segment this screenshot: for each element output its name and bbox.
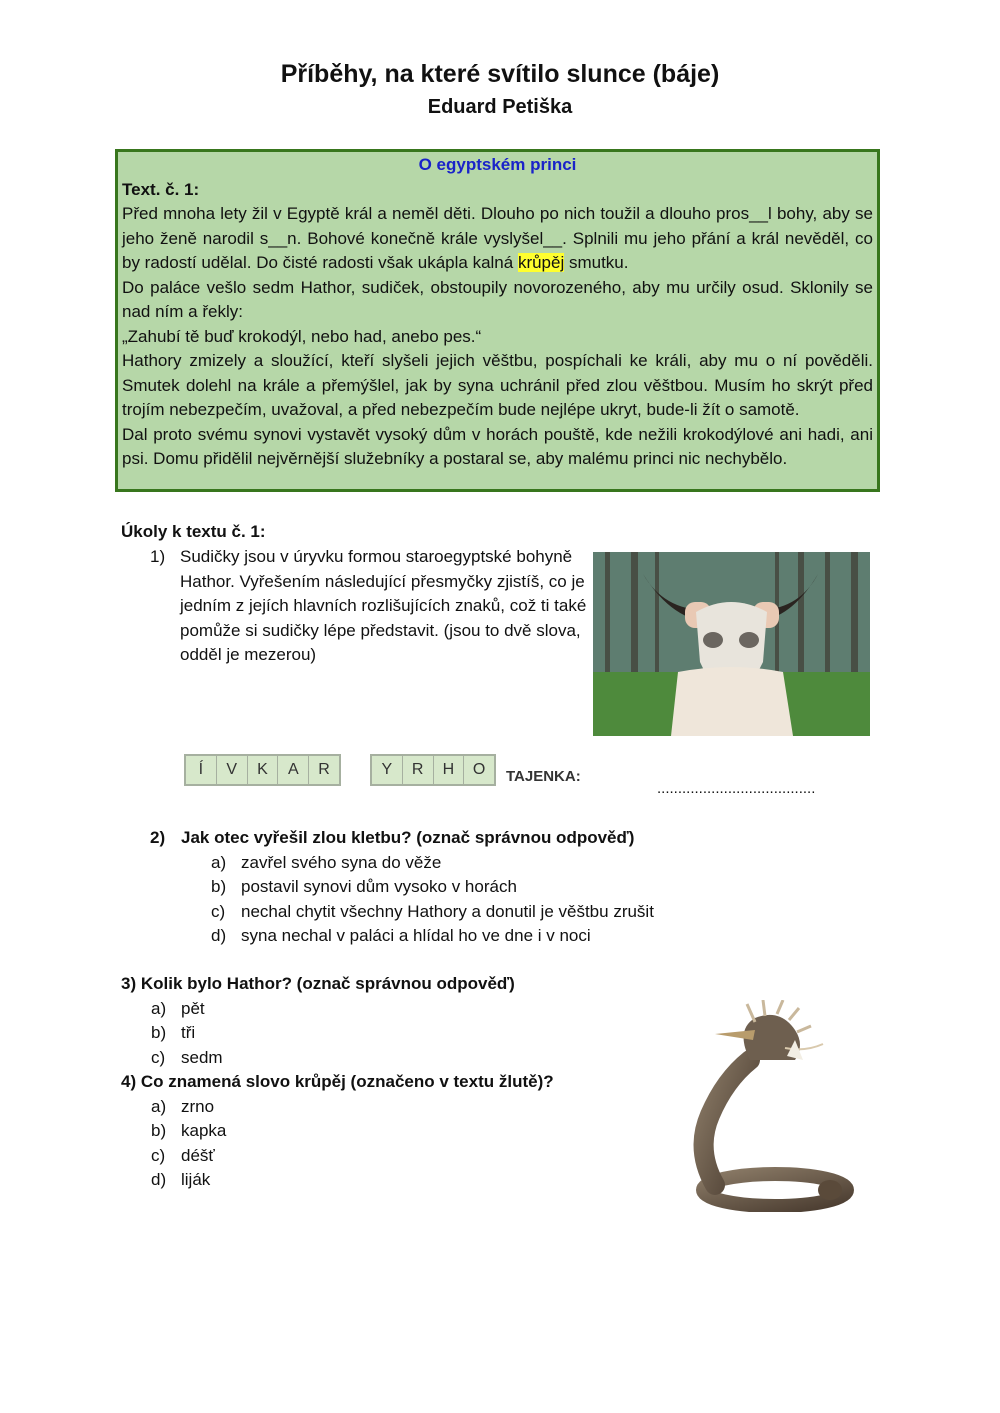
horned-skull-photo [593, 552, 870, 736]
question-4-text: 4) Co znamená slovo krůpěj (označeno v textu žlutě)? [121, 1072, 554, 1091]
tasks-heading: Úkoly k textu č. 1: [121, 522, 266, 541]
question-3-text: 3) Kolik bylo Hathor? (označ správnou odpověď) [121, 974, 515, 993]
anagram-tiles-word-1 [184, 754, 341, 786]
story-text-box [115, 149, 880, 492]
anagram-tiles-word-2 [370, 754, 496, 786]
letter-tile[interactable]: R [318, 761, 330, 778]
text-label: Text. č. 1: [122, 179, 200, 199]
story-paragraph-4: Hathory zmizely a sloužící, kteří slyšeli jejich věštbu, pospíchali ke králi, aby mu o ní pověděli. Smutek dolehl na krále a přemýšlel, jak by syna uchránil před zlou věštbou. Musím ho skrýt před trojím nebezpečím, uvažoval, a před nebezpečím bude nejlépe ukryt, bude-li žít o samotě. [122, 351, 873, 419]
horned-skull-illustration [593, 552, 870, 736]
question-2-number: 2) [150, 828, 166, 847]
story-paragraph-3: „Zahubí tě buď krokodýl, nebo had, anebo pes.“ [122, 326, 482, 346]
letter-tile[interactable]: Í [186, 756, 217, 784]
question-1-text: Sudičky jsou v úryvku formou staroegyptské bohyně Hathor. Vyřešením následující přesmyčky zjistíš, co je jedním z jejích hlavních rozlišujících znaků, což ti také pomůže si sudičky lépe představit. (jsou to dvě slova, odděl je mezerou) [180, 547, 587, 664]
serpent-illustration [655, 1000, 855, 1212]
highlighted-word: krůpěj [517, 253, 565, 272]
serpent-icon [655, 1000, 855, 1212]
letter-tile[interactable]: A [278, 756, 309, 784]
letter-tile[interactable]: V [217, 756, 248, 784]
letter-tile[interactable]: Y [372, 756, 403, 784]
author: Eduard Petiška [427, 96, 573, 118]
letter-tile[interactable]: O [472, 761, 486, 778]
story-heading: O egyptském princi [418, 155, 577, 174]
letter-tile[interactable]: R [403, 756, 434, 784]
page-title: Příběhy, na které svítilo slunce (báje) [280, 60, 720, 88]
story-paragraph-2: Do paláce vešlo sedm Hathor, sudiček, obstoupily novorozeného, aby mu určily osud. Sklonily se nad ním a řekly: [122, 277, 873, 321]
letter-tile[interactable]: H [434, 756, 465, 784]
tajenka-label: TAJENKA: [506, 768, 581, 785]
question-2-text: Jak otec vyřešil zlou kletbu? (označ správnou odpověď) [181, 828, 635, 847]
story-paragraph-5: Dal proto svému synovi vystavět vysoký dům v horách pouště, kde nežili krokodýlové ani hadi, ani psi. Domu přidělil nejvěrnější služebníky a postaral se, aby malému princi nic nechybělo. [122, 424, 873, 468]
letter-tile[interactable]: K [248, 756, 279, 784]
question-1-number: 1) [150, 547, 166, 566]
answer-input[interactable]: ...................................... [657, 780, 816, 797]
story-paragraph-1: Před mnoha lety žil v Egyptě král a neměl děti. Dlouho po nich toužil a dlouho pros__l bohy, aby se jeho ženě narodil s__n. Bohové konečně krále vyslyšel__. Splnili mu jeho přání a král nevěděl, co by radostí udělal. Do čisté radosti však ukápla kalná krůpěj smutku. [122, 204, 873, 272]
